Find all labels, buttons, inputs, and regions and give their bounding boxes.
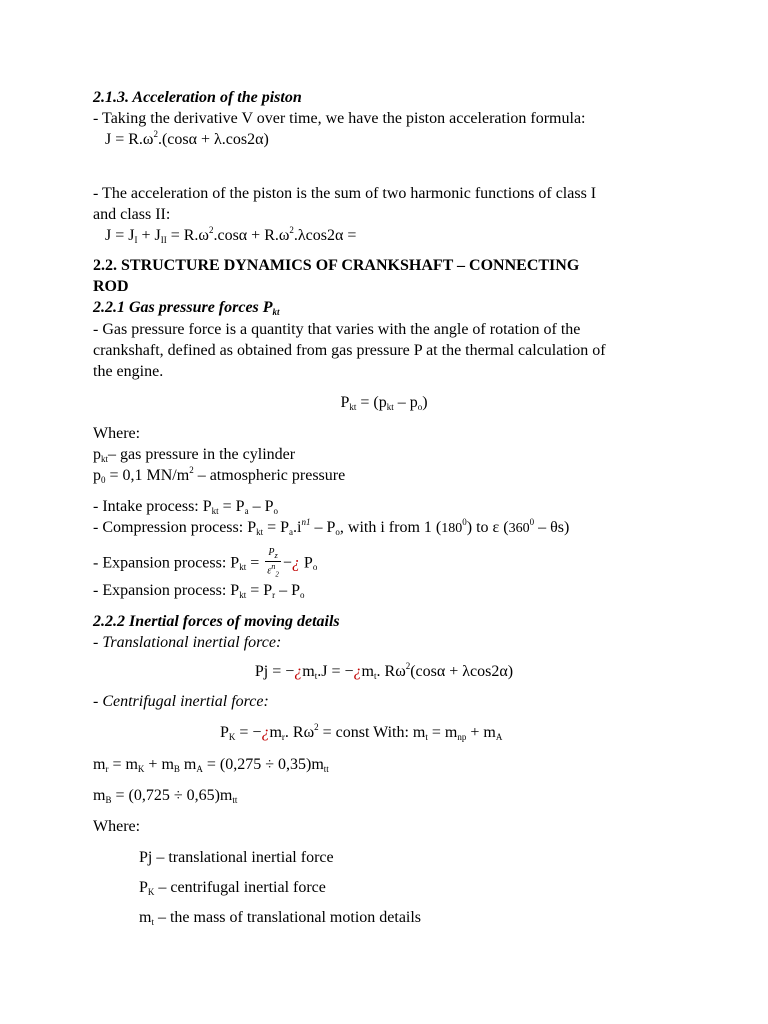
- formula-acceleration: $J = R.\omega^2.(\cos\alpha + \lambda.\cos 2\alpha)$: [105, 129, 269, 148]
- section-heading-2-2-line2: ROD: [93, 278, 129, 295]
- paragraph-line: - The acceleration of the piston is the sum of two harmonic functions of class I: [93, 185, 597, 202]
- formula-mb: mB = (0,725 ÷ 0,65)mtt: [93, 787, 238, 805]
- fraction-pz-over-epsilon: $\frac{P_z}{\varepsilon^n_2}$: [267, 547, 279, 579]
- section-heading-2-2-line1: 2.2. STRUCTURE DYNAMICS OF CRANKSHAFT – CONNECTING: [93, 257, 580, 274]
- translational-force-label: - Translational inertial force:: [93, 634, 282, 651]
- centrifugal-force-label: - Centrifugal inertial force:: [93, 693, 269, 710]
- formula-mr: mr = mK + mB mA = (0,275 ÷ 0,35)mtt: [93, 756, 329, 774]
- section-heading-2-2-2: 2.2.2 Inertial forces of moving details: [93, 613, 340, 630]
- where-label: Where:: [93, 425, 141, 442]
- paragraph-line: and class II:: [93, 206, 171, 223]
- paragraph-line: crankshaft, defined as obtained from gas pressure P at the thermal calculation of: [93, 342, 606, 359]
- formula-pj: Pj = −¿mt.J = −¿mt. $R\omega^2(\cos\alpha + \lambda\cos 2\alpha)$: [254, 661, 514, 681]
- definition-pj: Pj – translational inertial force: [139, 849, 334, 866]
- definition-mt: mt – the mass of translational motion details: [139, 909, 422, 927]
- definition-line: p0 = 0,1 $MN/m^2$ – atmospheric pressure: [93, 465, 346, 485]
- expansion-process-line-1: - Expansion process: Pkt = $\frac{P_z}{\varepsilon^n_2}$ −¿ Po: [93, 547, 318, 579]
- expansion-process-line-2: - Expansion process: Pkt = Pr – Po: [93, 582, 305, 600]
- formula-pk: PK = −¿mr. $R\omega^2$ = const With: mt = mnp + mA: [220, 722, 503, 742]
- intake-process-line: - Intake process: Pkt = Pa – Po: [93, 498, 278, 516]
- paragraph-line: - Taking the derivative V over time, we have the piston acceleration formula:: [93, 110, 586, 127]
- section-heading-2-1-3: 2.1.3. Acceleration of the piston: [93, 89, 302, 106]
- paragraph-line: the engine.: [93, 363, 164, 380]
- formula-gas-pressure: Pkt = (pkt – po): [340, 394, 428, 412]
- definition-line: pkt– gas pressure in the cylinder: [93, 446, 296, 464]
- where-label: Where:: [93, 818, 141, 835]
- compression-process-line: - Compression process: Pkt = $Pa.i^{n1}$ – Po, with i from 1 $(180^0)$ to ε $(360^0 - \theta s)$: [93, 517, 570, 537]
- paragraph-line: - Gas pressure force is a quantity that varies with the angle of rotation of the: [93, 321, 581, 338]
- formula-acceleration-sum: J = JI + JII = $R.\omega^2.\cos\alpha + R.\omega^2.\lambda\cos 2\alpha$ =: [105, 225, 357, 245]
- definition-pk: PK – centrifugal inertial force: [139, 879, 326, 897]
- section-heading-2-2-1: 2.2.1 Gas pressure forces Pkt: [93, 299, 280, 317]
